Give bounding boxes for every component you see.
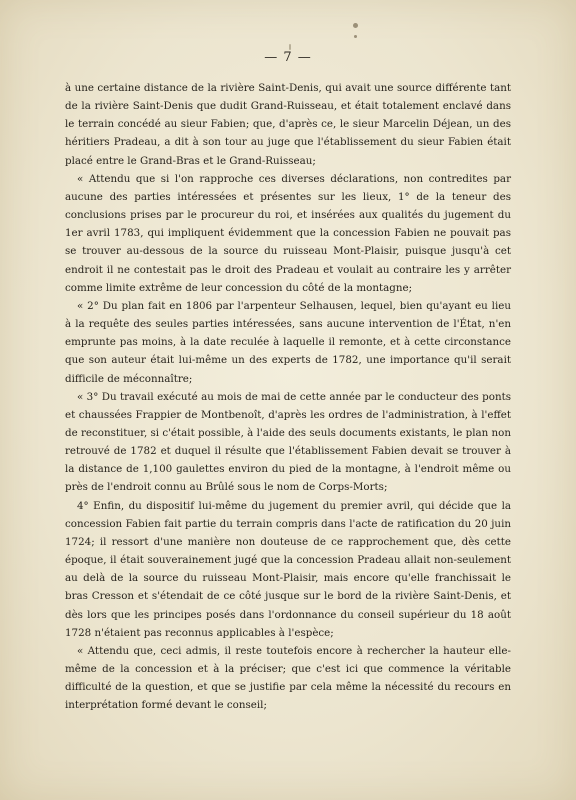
page-number: — 7 — [264,50,312,65]
body-text [65,79,511,714]
paragraph: « Attendu que si l'on rapproche ces diverses déclarations, non contredites par aucune des parties intéressées et présentes sur les lieux, 1° de la teneur des conclusions prises par le procureur du roi, et insérées aux qualités du jugement du 1er avril 1783, qui impliquent évidemment que la concession Fabien ne pouvait pas se trouver au-dessous de la source du ruisseau Mont-Plaisir, puisque jusqu'à cet endroit il ne contestait pas le droit des Pradeau et voulait au contraire les y arrêter comme limite extrême de leur concession du côté de la montagne; [65,172,511,294]
paragraph: 4° Enfin, du dispositif lui-même du jugement du premier avril, qui décide que la concession Fabien fait partie du terrain compris dans l'acte de ratification du 20 juin 1724; il ressort d'une manière non douteuse de ce rapprochement que, dès cette époque, il était souverainement jugé que la concession Pradeau allait non-seulement au delà de la source du ruisseau Mont-Plaisir, mais encore qu'elle franchissait le bras Cresson et s'étendait de ce côté jusque sur le bord de la rivière Saint-Denis, et dès lors que les principes posés dans l'ordonnance du conseil supérieur du 18 août 1728 n'étaient pas reconnus applicables à l'espèce; [65,499,511,639]
ink-spot [353,23,358,28]
ink-spot [354,35,357,38]
paragraph: « 2° Du plan fait en 1806 par l'arpenteur Selhausen, lequel, bien qu'ayant eu lieu à la requête des seules parties intéressées, sans aucune intervention de l'État, n'en emprunte pas moins, à la date reculée à laquelle il remonte, et à cette circonstance que son auteur était lui-même un des experts de 1782, une importance qu'il serait difficile de méconnaître; [65,299,511,385]
paragraph: à une certaine distance de la rivière Saint-Denis, qui avait une source différente tant de la rivière Saint-Denis que dudit Grand-Ruisseau, et était totalement enclavé dans le terrain concédé au sieur Fabien; que, d'après ce, le sieur Marcelin Déjean, un des héritiers Pradeau, a dit à son tour au juge que l'établissement du sieur Fabien était placé entre le Grand-Bras et le Grand-Ruisseau; [65,82,511,167]
paragraph: « Attendu que, ceci admis, il reste toutefois encore à rechercher la hauteur elle-même de la concession et à la préciser; que c'est ici que commence la véritable difficulté de la question, et que se justifie par cela même la nécessité du recours en interprétation formé devant le conseil; [65,644,511,712]
paragraph: « 3° Du travail exécuté au mois de mai de cette année par le conducteur des ponts et chaussées Frappier de Montbenoît, d'après les ordres de l'administration, à l'effet de reconstituer, si c'était possible, à l'aide des seuls documents existants, le plan non retrouvé de 1782 et duquel il résulte que l'établissement Fabien devait se trouver à la distance de 1,100 gaulettes environ du pied de la montagne, à l'endroit même ou près de l'endroit connu au Brûlé sous le nom de Corps-Morts; [65,390,511,494]
